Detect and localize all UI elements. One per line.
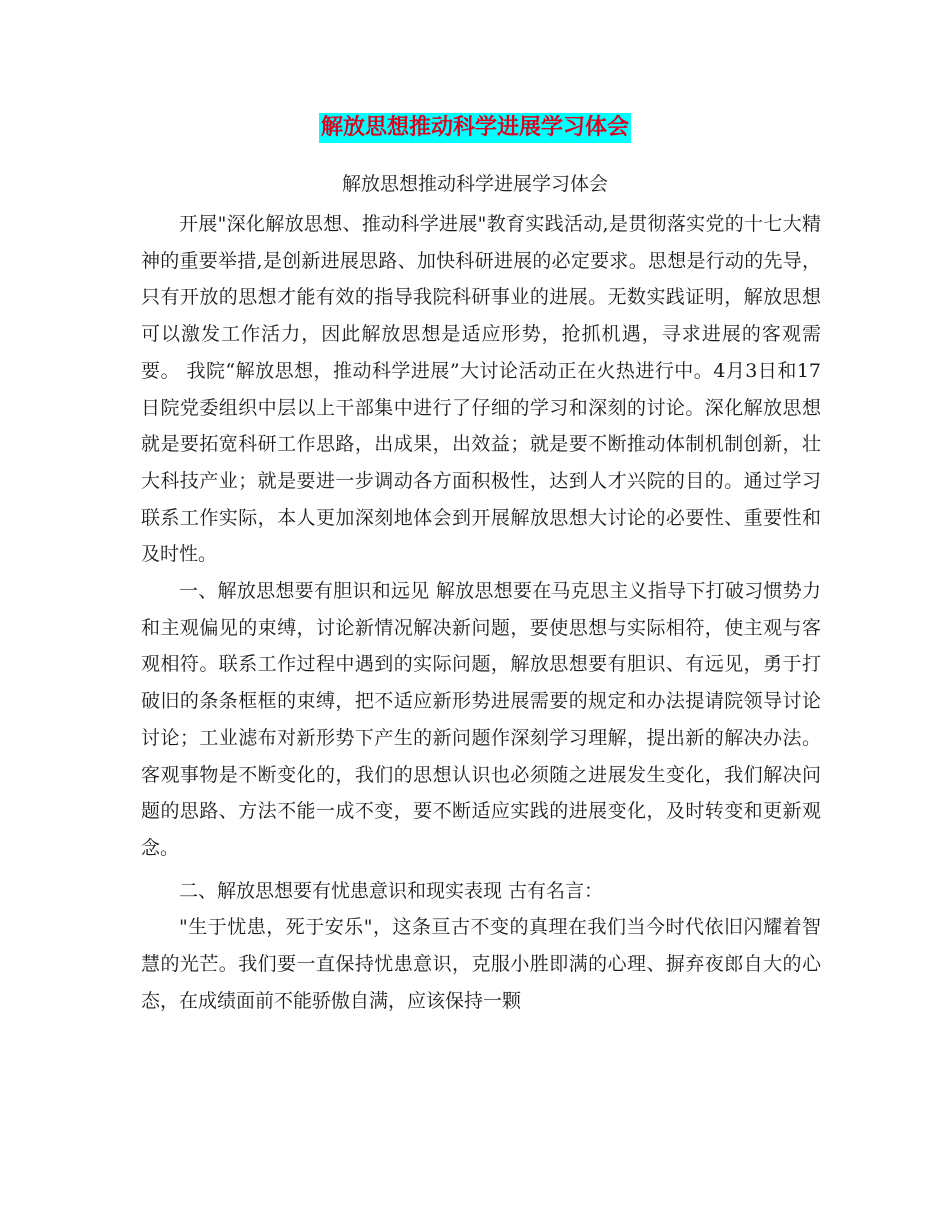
paragraph-section-one: 一、解放思想要有胆识和远见 解放思想要在马克思主义指导下打破习惯势力和主观偏见的束缚，讨论新情况解决新问题，要使思想与实际相符，使主观与客观相符。联系工作过程中遇到的实际问题，解放思想要有胆识、有远见，勇于打破旧的条条框框的束缚，把不适应新形势进展需要的规定和办法提请院领导讨论讨论；工业滤布对新形势下产生的新问题作深刻学习理解，提出新的解决办法。客观事物是不断变化的，我们的思想认识也必须随之进展发生变化，我们解决问题的思路、方法不能一成不变，要不断适应实践的进展变化，及时转变和更新观念。 bbox=[141, 580, 821, 859]
title-container bbox=[0, 113, 950, 143]
document-subtitle: 解放思想推动科学进展学习体会 bbox=[341, 173, 608, 195]
paragraph-section-two-heading: 二、解放思想要有忧患意识和现实表现 古有名言： bbox=[179, 879, 604, 902]
paragraph-section-two-body: "生于忧患，死于安乐"，这条亘古不变的真理在我们当今时代依旧闪耀着智慧的光芒。我们要一直保持忧患意识，克服小胜即满的心理、摒弃夜郎自大的心态，在成绩面前不能骄傲自满，应该保持一颗 bbox=[141, 916, 821, 1012]
document-body bbox=[141, 206, 821, 1019]
paragraph-intro: 开展"深化解放思想、推动科学进展"教育实践活动,是贯彻落实党的十七大精神的重要举措,是创新进展思路、加快科研进展的必定要求。思想是行动的先导，只有开放的思想才能有效的指导我院科研事业的进展。无数实践证明，解放思想可以激发工作活力，因此解放思想是适应形势，抢抓机遇，寻求进展的客观需要。 我院“解放思想，推动科学进展”大讨论活动正在火热进行中。4月3日和17日院党委组织中层以上干部集中进行了仔细的学习和深刻的讨论。深化解放思想就是要拓宽科研工作思路，出成果，出效益；就是要不断推动体制机制创新，壮大科技产业；就是要进一步调动各方面积极性，达到人才兴院的目的。通过学习联系工作实际，本人更加深刻地体会到开展解放思想大讨论的必要性、重要性和及时性。 bbox=[141, 213, 821, 566]
document-title: 解放思想推动科学进展学习体会 bbox=[319, 113, 631, 143]
